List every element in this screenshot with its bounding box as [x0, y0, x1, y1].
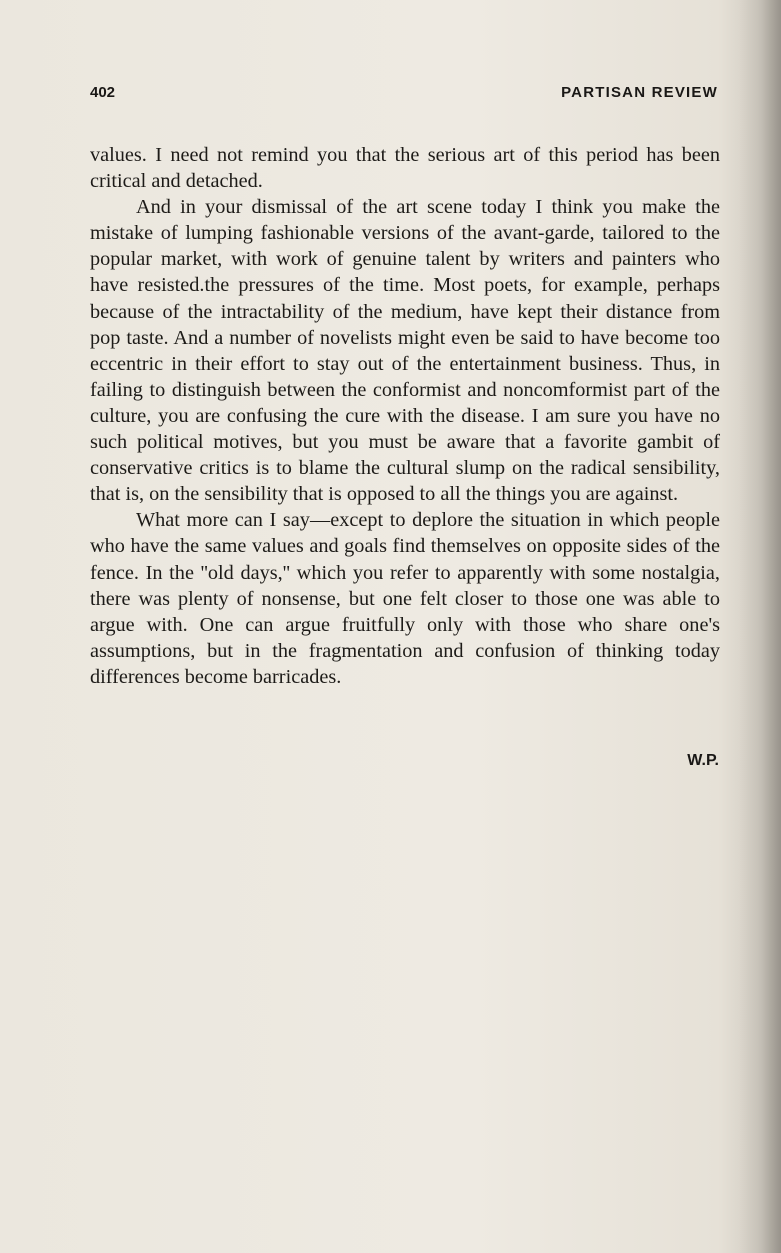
page-header — [90, 84, 718, 108]
page-number: 402 — [90, 84, 116, 101]
spine-shadow — [739, 0, 781, 1253]
running-head: PARTISAN REVIEW — [561, 84, 718, 101]
paragraph-2: And in your dismissal of the art scene today I think you make the mistake of lumping fashionable versions of the avant-garde, tailored to the popular market, with work of genuine talent by writers and painters who have resisted.the pressures of the time. Most poets, for example, perhaps because of the intractability of the medium, have kept their distance from pop taste. And a number of novelists might even be said to have become too eccentric in their effort to stay out of the entertainment business. Thus, in failing to distinguish between the conformist and noncomformist part of the culture, you are confusing the cure with the disease. I am sure you have no such political motives, but you must be aware that a favorite gambit of conservative critics is to blame the cultural slump on the radical sensibility, that is, on the sensibility that is opposed to all the things you are against. — [90, 196, 720, 506]
author-signature: W.P. — [687, 752, 719, 769]
paragraph-1: values. I need not remind you that the serious art of this period has been critical and detached. — [90, 144, 720, 193]
paragraph-3: What more can I say—except to deplore the situation in which people who have the same values and goals find themselves on opposite sides of the fence. In the ''old days,'' which you refer to apparently with some nostalgia, there was plenty of nonsense, but one felt closer to those one was able to argue with. One can argue fruitfully only with those who share one's assumptions, but in the fragmentation and confusion of thinking today differences become barricades. — [90, 509, 720, 688]
body-text — [90, 142, 720, 690]
